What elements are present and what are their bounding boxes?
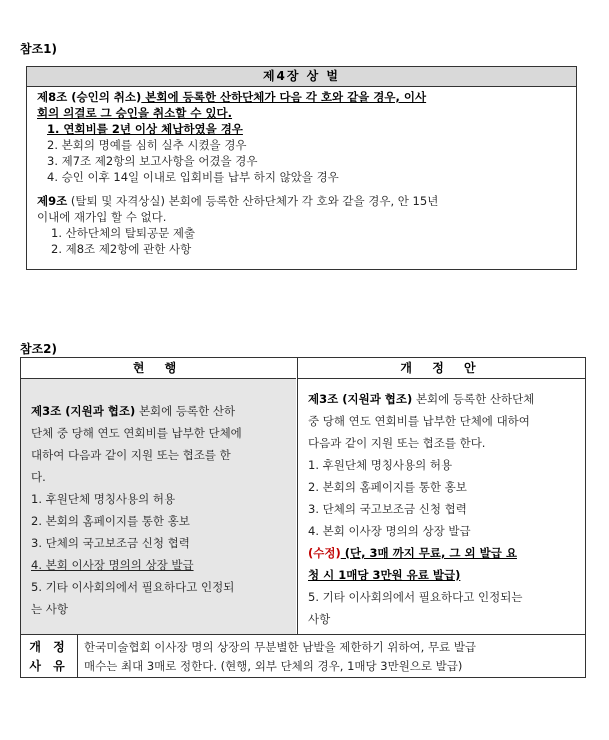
current-title: 제3조 (지원과 협조) <box>31 404 136 418</box>
art9-title: 제9조 <box>37 194 68 208</box>
revised-item-4: 4. 본회 이사장 명의의 상장 발급 <box>308 524 471 538</box>
reason-label <box>21 635 78 678</box>
revised-item-1: 1. 후원단체 명칭사용의 허용 <box>308 458 453 472</box>
current-line-2: 단체 중 당해 연도 연회비를 납부한 단체에 <box>31 426 242 440</box>
reason-label-bottom: 사 유 <box>29 659 69 673</box>
current-item-5: 5. 기타 이사회의에서 필요하다고 인정되 <box>31 580 235 594</box>
amend-line-1: (단, 3매 까지 무료, 그 외 발급 요 <box>340 546 517 560</box>
ref2-label: 참조2) <box>20 342 58 356</box>
art8-line1 <box>37 89 568 105</box>
amend-line-2: 청 시 1매당 3만원 유료 발급) <box>308 568 461 582</box>
revised-text-cell <box>297 379 586 634</box>
revised-item-5-cont: 사항 <box>308 612 331 626</box>
art9-item-1: 1. 산하단체의 탈퇴공문 제출 <box>51 226 196 240</box>
ref1-body <box>27 87 576 257</box>
col-header-current: 현 행 <box>21 358 296 379</box>
art8-title: 제8조 (승인의 취소) <box>37 90 142 104</box>
current-item-1: 1. 후원단체 명칭사용의 허용 <box>31 492 176 506</box>
revised-line-3: 다음과 같이 지원 또는 협조를 한다. <box>308 436 486 450</box>
current-line-4: 다. <box>31 470 46 484</box>
art8-line2: 회의 의결로 그 승인을 취소할 수 있다. <box>37 106 233 120</box>
current-line-3: 대하여 다음과 같이 지원 또는 협조를 한 <box>31 448 231 462</box>
art9-line2: 이내에 재가입 할 수 없다. <box>37 210 167 224</box>
revised-item-2: 2. 본회의 홈페이지를 통한 홍보 <box>308 480 467 494</box>
art9-line1 <box>37 193 568 209</box>
revised-title: 제3조 (지원과 협조) <box>308 392 413 406</box>
ref1-label: 참조1) <box>20 42 58 56</box>
reason-line-2: 매수는 최대 3매로 정한다. (현행, 외부 단체의 경우, 1매당 3만원으로 발급) <box>84 659 463 673</box>
current-item-5-cont: 는 사항 <box>31 602 68 616</box>
col-header-revised: 개 정 안 <box>297 358 586 379</box>
reason-text <box>84 638 580 676</box>
art8-item-4: 4. 승인 이후 14일 이내로 입회비를 납부 하지 않았을 경우 <box>47 170 339 184</box>
comparison-table <box>20 357 586 678</box>
art9-item-2: 2. 제8조 제2항에 관한 사항 <box>51 242 192 256</box>
art8-item-1: 1. 연회비를 2년 이상 체납하였을 경우 <box>47 122 243 136</box>
art9-line1-rest: (탈퇴 및 자격상실) 본회에 등록한 산하단체가 각 호와 같을 경우, 안 15년 <box>67 194 439 208</box>
amend-tag: (수정) <box>308 546 341 560</box>
revised-line-1: 본회에 등록한 산하단체 <box>412 392 535 406</box>
chapter-header: 제4장 상 벌 <box>27 67 576 87</box>
revision-reason-row <box>21 634 585 678</box>
current-item-3: 3. 단체의 국고보조금 신청 협력 <box>31 536 190 550</box>
art8-item-2: 2. 본회의 명예를 심히 실추 시켰을 경우 <box>47 138 247 152</box>
revised-item-5: 5. 기타 이사회의에서 필요하다고 인정되는 <box>308 590 523 604</box>
current-item-2: 2. 본회의 홈페이지를 통한 홍보 <box>31 514 190 528</box>
current-item-4: 4. 본회 이사장 명의의 상장 발급 <box>31 558 194 572</box>
ref1-article-box <box>26 66 577 270</box>
revised-line-2: 중 당해 연도 연회비를 납부한 단체에 대하여 <box>308 414 530 428</box>
art8-item-3: 3. 제7조 제2항의 보고사항을 어겼을 경우 <box>47 154 258 168</box>
reason-label-top: 개 정 <box>29 640 69 654</box>
current-text-cell <box>21 379 296 634</box>
reason-line-1: 한국미술협회 이사장 명의 상장의 무분별한 남발을 제한하기 위하여, 무료 발급 <box>84 640 477 654</box>
revised-item-3: 3. 단체의 국고보조금 신청 협력 <box>308 502 467 516</box>
current-line-1: 본회에 등록한 산하 <box>135 404 236 418</box>
art8-line1-rest: 본회에 등록한 산하단체가 다음 각 호와 같을 경우, 이사 <box>141 90 427 104</box>
